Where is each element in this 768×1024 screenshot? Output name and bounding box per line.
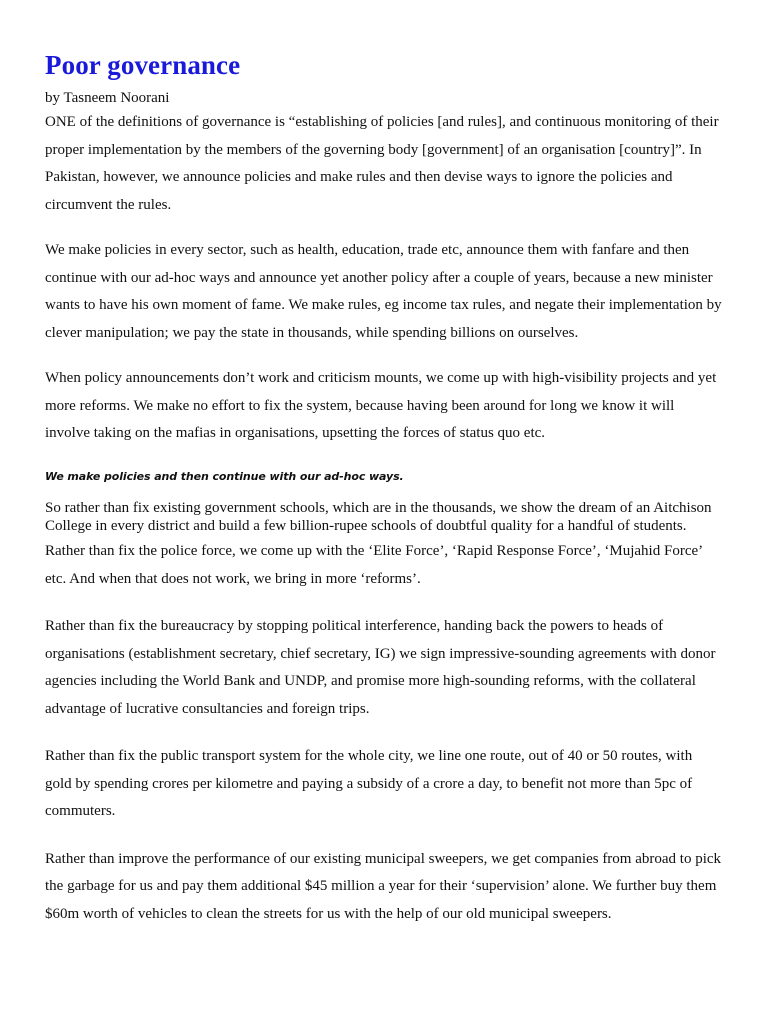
article-paragraph-4: So rather than fix existing government schools, which are in the thousands, we show the dream of an Aitchison College in every district and build a few billion-rupee schools of doubtful quality for a handful of students. <box>45 499 712 534</box>
article-paragraph-6: Rather than fix the bureaucracy by stopping political interference, handing back the powers to heads of organisations (establishment secretary, chief secretary, IG) we sign impressive-sounding agreements with donor agencies including the World Bank and UNDP, and promise more high-sounding reforms, with the collateral advantage of lucrative consultancies and foreign trips. <box>45 618 716 717</box>
article-paragraph-7: Rather than fix the public transport system for the whole city, we line one route, out of 40 or 50 routes, with gold by spending crores per kilometre and paying a subsidy of a crore a day, to benefit not more than 5pc of commuters. <box>45 748 693 820</box>
article-pullquote: We make policies and then continue with our ad-hoc ways. <box>45 469 404 483</box>
article-paragraph-5: Rather than fix the police force, we come up with the ‘Elite Force’, ‘Rapid Response Force’, ‘Mujahid Force’ etc. And when that does not work, we bring in more ‘reforms’. <box>45 543 703 587</box>
article-title: Poor governance <box>45 50 241 80</box>
article-paragraph-3: When policy announcements don’t work and criticism mounts, we come up with high-visibility projects and yet more reforms. We make no effort to fix the system, because having been around for long we know it will involve taking on the mafias in organisations, upsetting the forces of status quo etc. <box>45 370 717 441</box>
article-paragraph-8: Rather than improve the performance of our existing municipal sweepers, we get companies from abroad to pick the garbage for us and pay them additional $45 million a year for their ‘supervision’ alone. We further buy them $60m worth of vehicles to clean the streets for us with the help of our old municipal sweepers. <box>45 850 722 922</box>
article-paragraph-2: We make policies in every sector, such as health, education, trade etc, announce them with fanfare and then continue with our ad-hoc ways and announce yet another policy after a couple of years, because a new minister wants to have his own moment of fame. We make rules, eg income tax rules, and negate their implementation by clever manipulation; we pay the state in thousands, while spending billions on ourselves. <box>45 242 722 341</box>
article-paragraph-1: ONE of the definitions of governance is “establishing of policies [and rules], and continuous monitoring of their proper implementation by the members of the governing body [government] of an organisation [country]”. In Pakistan, however, we announce policies and make rules and then devise ways to ignore the policies and circumvent the rules. <box>45 114 719 213</box>
article-byline: by Tasneem Noorani <box>45 90 170 106</box>
